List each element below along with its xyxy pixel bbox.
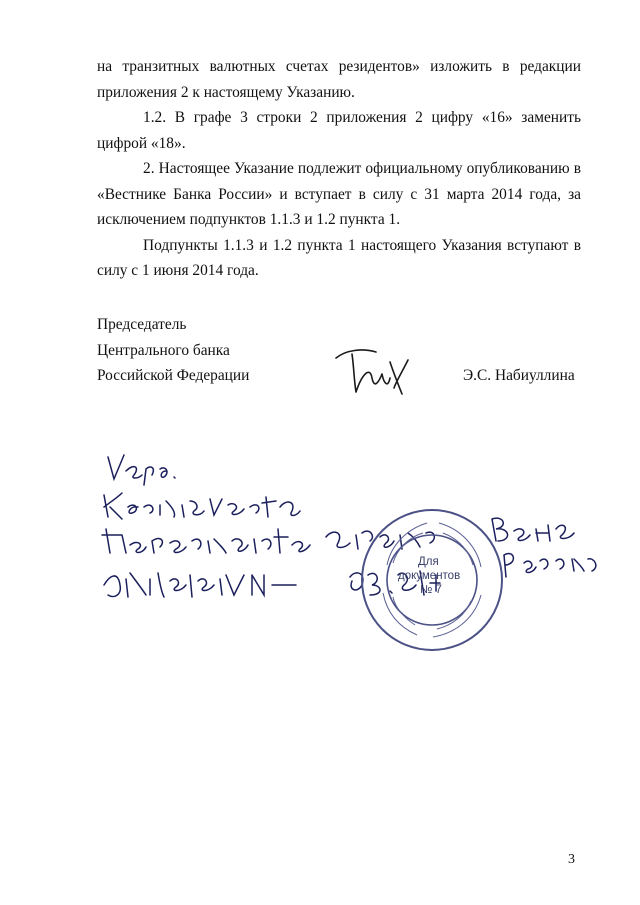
document-body bbox=[97, 54, 581, 284]
signatory-name: Э.С. Набиуллина bbox=[463, 367, 575, 384]
paragraph-continuation-line: на транзитных валютных счетах резидентов» изложить в редакции bbox=[97, 58, 581, 75]
paragraph-2: 2. Настоящее Указание подлежит официальному опубликованию в «Вестнике Банка России» и вступает в силу с 31 марта 2014 года, за исключением подпунктов 1.1.3 и 1.2 пункта 1. bbox=[97, 160, 581, 228]
paragraph-subpoints-effective: Подпункты 1.1.3 и 1.2 пункта 1 настоящего Указания вступают в силу с 1 июня 2014 года. bbox=[97, 236, 581, 279]
signatory-title-line: Председатель bbox=[97, 316, 187, 333]
stamp-label: № 7 bbox=[420, 584, 442, 596]
page-number: 3 bbox=[568, 852, 575, 867]
stamp-label: документов bbox=[398, 570, 461, 582]
signatory-title-line: Российской Федерации bbox=[97, 367, 250, 384]
signature-scribble bbox=[332, 344, 412, 398]
stamp-label: Для bbox=[418, 556, 439, 568]
signatory-title bbox=[97, 312, 249, 389]
paragraph-1-2: 1.2. В графе 3 строки 2 приложения 2 цифру «16» заменить цифрой «18». bbox=[97, 109, 581, 152]
signatory-title-line: Центрального банка bbox=[97, 341, 230, 359]
paragraph-continuation-end: приложения 2 к настоящему Указанию. bbox=[97, 83, 355, 101]
